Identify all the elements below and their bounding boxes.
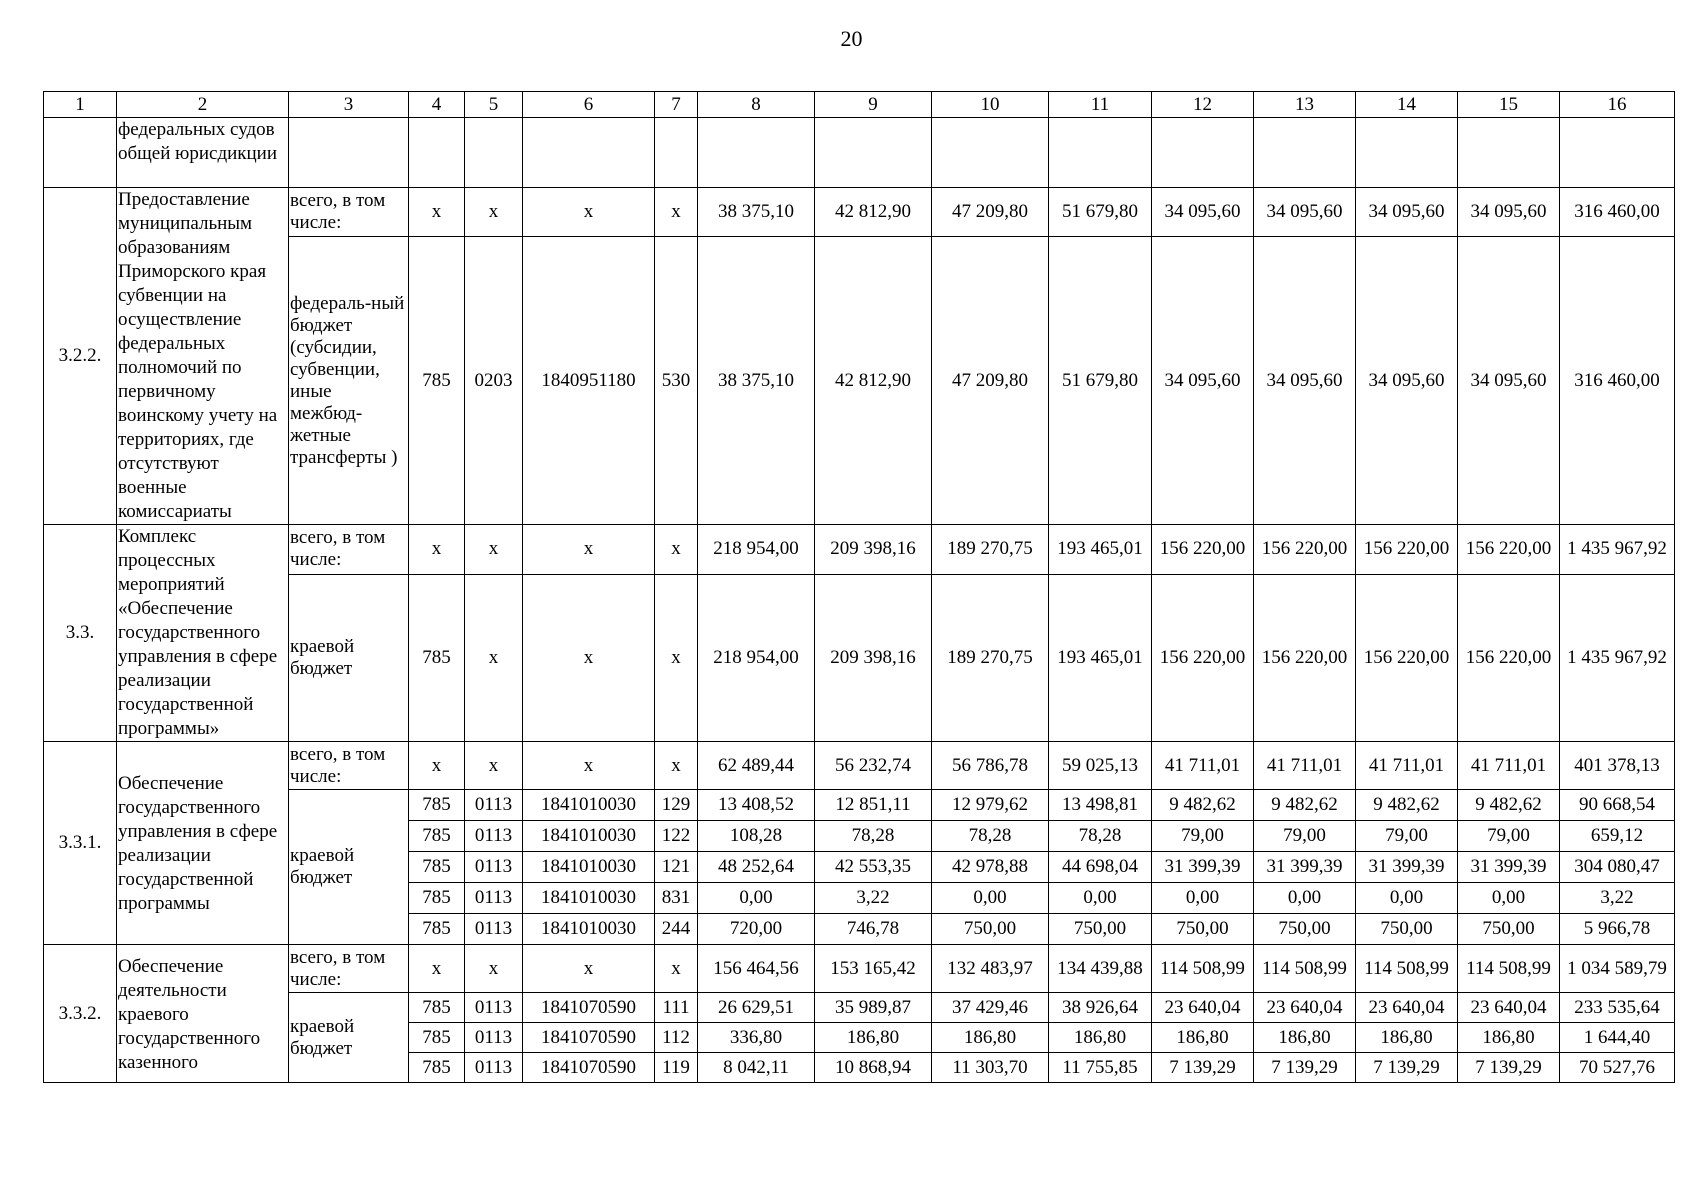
- amount-cell-col9: 10 868,94: [815, 1053, 932, 1083]
- gov-code-cell: 785: [409, 790, 465, 821]
- section-code-cell: x: [465, 945, 523, 993]
- expense-type-cell: 129: [655, 790, 698, 821]
- funding-label-federal: федераль-ный бюджет (субсидии, субвенции, иные межбюд-жетные трансферты ): [289, 237, 409, 525]
- target-code-cell: 1841010030: [523, 852, 655, 883]
- target-code-cell: x: [523, 742, 655, 790]
- amount-cell-col9: 42 812,90: [815, 188, 932, 237]
- amount-cell-col8: 218 954,00: [698, 574, 815, 741]
- amount-cell-col11: 38 926,64: [1049, 993, 1152, 1023]
- amount-cell-col15: 7 139,29: [1458, 1053, 1560, 1083]
- amount-cell-col13: 79,00: [1254, 821, 1356, 852]
- amount-cell-col11: 44 698,04: [1049, 852, 1152, 883]
- amount-cell-col12: 23 640,04: [1152, 993, 1254, 1023]
- empty-cell: [1458, 118, 1560, 188]
- amount-cell-col10: 56 786,78: [932, 742, 1049, 790]
- amount-cell-col9: 209 398,16: [815, 525, 932, 575]
- expense-type-cell: 121: [655, 852, 698, 883]
- empty-cell: [465, 118, 523, 188]
- gov-code-cell: 785: [409, 1023, 465, 1053]
- empty-cell: [1560, 118, 1675, 188]
- column-header-11: 11: [1049, 92, 1152, 118]
- section-code-3-3-2: 3.3.2.: [44, 945, 117, 1083]
- section-code-cell: x: [465, 188, 523, 237]
- empty-cell: [698, 118, 815, 188]
- section-name-3-3-2: Обеспечение деятельности краевого государственного казенного: [117, 945, 289, 1083]
- section-code-cell: 0113: [465, 790, 523, 821]
- amount-cell-col12: 156 220,00: [1152, 525, 1254, 575]
- gov-code-cell: 785: [409, 1053, 465, 1083]
- section-code-cell: 0113: [465, 1053, 523, 1083]
- amount-cell-col9: 42 812,90: [815, 237, 932, 525]
- amount-cell-col15: 34 095,60: [1458, 237, 1560, 525]
- target-code-cell: x: [523, 574, 655, 741]
- gov-code-cell: x: [409, 525, 465, 575]
- amount-cell-col10: 11 303,70: [932, 1053, 1049, 1083]
- target-code-cell: 1841010030: [523, 914, 655, 945]
- section-code-3-3: 3.3.: [44, 525, 117, 742]
- section-name-3-2-2: Предоставление муниципальным образованиям Приморского края субвенции на осуществление федеральных полномочий по первичному воинскому учету на территориях, где отсутствуют военные комиссариаты: [117, 188, 289, 525]
- amount-cell-col10: 42 978,88: [932, 852, 1049, 883]
- column-header-13: 13: [1254, 92, 1356, 118]
- amount-cell-col11: 13 498,81: [1049, 790, 1152, 821]
- amount-cell-col13: 9 482,62: [1254, 790, 1356, 821]
- amount-cell-col15: 31 399,39: [1458, 852, 1560, 883]
- amount-cell-col15: 0,00: [1458, 883, 1560, 914]
- section-code-cell: x: [465, 742, 523, 790]
- gov-code-cell: 785: [409, 821, 465, 852]
- amount-cell-col9: 12 851,11: [815, 790, 932, 821]
- expense-type-cell: 831: [655, 883, 698, 914]
- amount-cell-col15: 750,00: [1458, 914, 1560, 945]
- amount-cell-col8: 336,80: [698, 1023, 815, 1053]
- amount-cell-col12: 7 139,29: [1152, 1053, 1254, 1083]
- column-header-10: 10: [932, 92, 1049, 118]
- expense-type-cell: 122: [655, 821, 698, 852]
- amount-cell-col10: 189 270,75: [932, 574, 1049, 741]
- empty-cell: [289, 118, 409, 188]
- section-code-cell: 0113: [465, 883, 523, 914]
- column-header-2: 2: [117, 92, 289, 118]
- target-code-cell: 1841070590: [523, 1023, 655, 1053]
- amount-cell-col13: 41 711,01: [1254, 742, 1356, 790]
- amount-cell-col16: 1 435 967,92: [1560, 574, 1675, 741]
- section-code-cell: 0203: [465, 237, 523, 525]
- amount-cell-col14: 9 482,62: [1356, 790, 1458, 821]
- amount-cell-col10: 186,80: [932, 1023, 1049, 1053]
- amount-cell-col9: 56 232,74: [815, 742, 932, 790]
- amount-cell-col11: 134 439,88: [1049, 945, 1152, 993]
- amount-cell-col14: 34 095,60: [1356, 237, 1458, 525]
- target-code-cell: x: [523, 525, 655, 575]
- amount-cell-col12: 34 095,60: [1152, 188, 1254, 237]
- amount-cell-col9: 78,28: [815, 821, 932, 852]
- expense-type-cell: x: [655, 945, 698, 993]
- section-code-cell: 0113: [465, 914, 523, 945]
- amount-cell-col8: 48 252,64: [698, 852, 815, 883]
- page-number: 20: [840, 26, 863, 51]
- amount-cell-col8: 720,00: [698, 914, 815, 945]
- column-header-3: 3: [289, 92, 409, 118]
- amount-cell-col16: 316 460,00: [1560, 188, 1675, 237]
- amount-cell-col13: 156 220,00: [1254, 574, 1356, 741]
- amount-cell-col8: 0,00: [698, 883, 815, 914]
- empty-cell: [1152, 118, 1254, 188]
- gov-code-cell: x: [409, 945, 465, 993]
- amount-cell-col15: 34 095,60: [1458, 188, 1560, 237]
- amount-cell-col9: 35 989,87: [815, 993, 932, 1023]
- amount-cell-col10: 132 483,97: [932, 945, 1049, 993]
- amount-cell-col11: 0,00: [1049, 883, 1152, 914]
- column-header-4: 4: [409, 92, 465, 118]
- amount-cell-col16: 3,22: [1560, 883, 1675, 914]
- section-code-3-3-1: 3.3.1.: [44, 742, 117, 945]
- amount-cell-col13: 114 508,99: [1254, 945, 1356, 993]
- amount-cell-col16: 659,12: [1560, 821, 1675, 852]
- section-name-3-3: Комплекс процессных мероприятий «Обеспечение государственного управления в сфере реализации государственной программы»: [117, 525, 289, 742]
- amount-cell-col9: 153 165,42: [815, 945, 932, 993]
- row-3-3-1-line: [44, 790, 1675, 821]
- amount-cell-col15: 23 640,04: [1458, 993, 1560, 1023]
- column-header-1: 1: [44, 92, 117, 118]
- amount-cell-col8: 218 954,00: [698, 525, 815, 575]
- amount-cell-col11: 51 679,80: [1049, 188, 1152, 237]
- amount-cell-col14: 156 220,00: [1356, 525, 1458, 575]
- target-code-cell: 1841010030: [523, 821, 655, 852]
- expense-type-cell: 244: [655, 914, 698, 945]
- funding-label-regional: краевой бюджет: [289, 790, 409, 945]
- target-code-cell: 1841010030: [523, 883, 655, 914]
- gov-code-cell: 785: [409, 852, 465, 883]
- amount-cell-col11: 186,80: [1049, 1023, 1152, 1053]
- empty-cell: [932, 118, 1049, 188]
- amount-cell-col12: 186,80: [1152, 1023, 1254, 1053]
- funding-label-total: всего, в том числе:: [289, 742, 409, 790]
- column-header-16: 16: [1560, 92, 1675, 118]
- amount-cell-col10: 750,00: [932, 914, 1049, 945]
- amount-cell-col8: 62 489,44: [698, 742, 815, 790]
- amount-cell-col13: 34 095,60: [1254, 188, 1356, 237]
- empty-cell: [409, 118, 465, 188]
- section-name-3-3-1: Обеспечение государственного управления в сфере реализации государственной программы: [117, 742, 289, 945]
- amount-cell-col14: 156 220,00: [1356, 574, 1458, 741]
- amount-cell-col15: 186,80: [1458, 1023, 1560, 1053]
- amount-cell-col15: 156 220,00: [1458, 525, 1560, 575]
- amount-cell-col16: 5 966,78: [1560, 914, 1675, 945]
- row-3-2-2-total: [44, 188, 1675, 237]
- amount-cell-col10: 37 429,46: [932, 993, 1049, 1023]
- empty-cell: [815, 118, 932, 188]
- gov-code-cell: 785: [409, 993, 465, 1023]
- amount-cell-col12: 31 399,39: [1152, 852, 1254, 883]
- amount-cell-col16: 316 460,00: [1560, 237, 1675, 525]
- amount-cell-col8: 156 464,56: [698, 945, 815, 993]
- amount-cell-col13: 156 220,00: [1254, 525, 1356, 575]
- target-code-cell: 1841010030: [523, 790, 655, 821]
- amount-cell-col14: 34 095,60: [1356, 188, 1458, 237]
- expense-type-cell: x: [655, 574, 698, 741]
- amount-cell-col15: 41 711,01: [1458, 742, 1560, 790]
- amount-cell-col12: 156 220,00: [1152, 574, 1254, 741]
- amount-cell-col9: 42 553,35: [815, 852, 932, 883]
- gov-code-cell: x: [409, 742, 465, 790]
- amount-cell-col14: 41 711,01: [1356, 742, 1458, 790]
- amount-cell-col9: 209 398,16: [815, 574, 932, 741]
- section-code-cell: 0113: [465, 1023, 523, 1053]
- amount-cell-col16: 233 535,64: [1560, 993, 1675, 1023]
- gov-code-cell: 785: [409, 237, 465, 525]
- code-cell: [44, 118, 117, 188]
- amount-cell-col11: 59 025,13: [1049, 742, 1152, 790]
- amount-cell-col12: 79,00: [1152, 821, 1254, 852]
- column-header-5: 5: [465, 92, 523, 118]
- amount-cell-col14: 31 399,39: [1356, 852, 1458, 883]
- expense-type-cell: 111: [655, 993, 698, 1023]
- amount-cell-col9: 746,78: [815, 914, 932, 945]
- amount-cell-col14: 750,00: [1356, 914, 1458, 945]
- continuation-row: [44, 118, 1675, 188]
- expense-type-cell: 530: [655, 237, 698, 525]
- column-header-12: 12: [1152, 92, 1254, 118]
- amount-cell-col16: 401 378,13: [1560, 742, 1675, 790]
- amount-cell-col9: 186,80: [815, 1023, 932, 1053]
- amount-cell-col14: 114 508,99: [1356, 945, 1458, 993]
- section-code-cell: x: [465, 574, 523, 741]
- amount-cell-col8: 108,28: [698, 821, 815, 852]
- amount-cell-col16: 1 034 589,79: [1560, 945, 1675, 993]
- row-3-3-1-total: [44, 742, 1675, 790]
- amount-cell-col8: 8 042,11: [698, 1053, 815, 1083]
- amount-cell-col11: 193 465,01: [1049, 525, 1152, 575]
- empty-cell: [523, 118, 655, 188]
- amount-cell-col8: 13 408,52: [698, 790, 815, 821]
- gov-code-cell: 785: [409, 914, 465, 945]
- amount-cell-col14: 23 640,04: [1356, 993, 1458, 1023]
- amount-cell-col12: 750,00: [1152, 914, 1254, 945]
- amount-cell-col16: 1 644,40: [1560, 1023, 1675, 1053]
- target-code-cell: 1841070590: [523, 993, 655, 1023]
- column-header-15: 15: [1458, 92, 1560, 118]
- amount-cell-col15: 114 508,99: [1458, 945, 1560, 993]
- row-3-3-2-line: [44, 993, 1675, 1023]
- section-code-cell: 0113: [465, 821, 523, 852]
- continuation-name-cell: федеральных судов общей юрисдикции: [117, 118, 289, 188]
- row-3-3-2-total: [44, 945, 1675, 993]
- target-code-cell: x: [523, 188, 655, 237]
- amount-cell-col14: 7 139,29: [1356, 1053, 1458, 1083]
- amount-cell-col15: 9 482,62: [1458, 790, 1560, 821]
- row-3-3-total: [44, 525, 1675, 575]
- amount-cell-col12: 34 095,60: [1152, 237, 1254, 525]
- expense-type-cell: 112: [655, 1023, 698, 1053]
- amount-cell-col13: 7 139,29: [1254, 1053, 1356, 1083]
- amount-cell-col11: 11 755,85: [1049, 1053, 1152, 1083]
- amount-cell-col13: 31 399,39: [1254, 852, 1356, 883]
- column-header-7: 7: [655, 92, 698, 118]
- section-code-3-2-2: 3.2.2.: [44, 188, 117, 525]
- funding-label-total: всего, в том числе:: [289, 945, 409, 993]
- amount-cell-col12: 114 508,99: [1152, 945, 1254, 993]
- funding-label-total: всего, в том числе:: [289, 188, 409, 237]
- expense-type-cell: x: [655, 742, 698, 790]
- amount-cell-col8: 26 629,51: [698, 993, 815, 1023]
- column-header-9: 9: [815, 92, 932, 118]
- amount-cell-col11: 750,00: [1049, 914, 1152, 945]
- section-code-cell: x: [465, 525, 523, 575]
- amount-cell-col14: 186,80: [1356, 1023, 1458, 1053]
- empty-cell: [1356, 118, 1458, 188]
- row-3-3-regional: [44, 574, 1675, 741]
- budget-table: [43, 91, 1675, 1083]
- section-code-cell: 0113: [465, 852, 523, 883]
- amount-cell-col16: 1 435 967,92: [1560, 525, 1675, 575]
- column-header-14: 14: [1356, 92, 1458, 118]
- empty-cell: [655, 118, 698, 188]
- amount-cell-col16: 70 527,76: [1560, 1053, 1675, 1083]
- amount-cell-col13: 750,00: [1254, 914, 1356, 945]
- amount-cell-col15: 79,00: [1458, 821, 1560, 852]
- gov-code-cell: 785: [409, 883, 465, 914]
- expense-type-cell: x: [655, 525, 698, 575]
- amount-cell-col15: 156 220,00: [1458, 574, 1560, 741]
- amount-cell-col11: 78,28: [1049, 821, 1152, 852]
- funding-label-regional: краевой бюджет: [289, 574, 409, 741]
- target-code-cell: 1840951180: [523, 237, 655, 525]
- amount-cell-col13: 23 640,04: [1254, 993, 1356, 1023]
- amount-cell-col16: 90 668,54: [1560, 790, 1675, 821]
- amount-cell-col10: 189 270,75: [932, 525, 1049, 575]
- funding-label-total: всего, в том числе:: [289, 525, 409, 575]
- expense-type-cell: x: [655, 188, 698, 237]
- amount-cell-col10: 47 209,80: [932, 188, 1049, 237]
- amount-cell-col9: 3,22: [815, 883, 932, 914]
- gov-code-cell: x: [409, 188, 465, 237]
- amount-cell-col16: 304 080,47: [1560, 852, 1675, 883]
- amount-cell-col12: 0,00: [1152, 883, 1254, 914]
- header-row: [44, 92, 1675, 118]
- amount-cell-col13: 0,00: [1254, 883, 1356, 914]
- expense-type-cell: 119: [655, 1053, 698, 1083]
- gov-code-cell: 785: [409, 574, 465, 741]
- target-code-cell: 1841070590: [523, 1053, 655, 1083]
- amount-cell-col13: 186,80: [1254, 1023, 1356, 1053]
- amount-cell-col14: 79,00: [1356, 821, 1458, 852]
- amount-cell-col12: 41 711,01: [1152, 742, 1254, 790]
- amount-cell-col10: 12 979,62: [932, 790, 1049, 821]
- section-code-cell: 0113: [465, 993, 523, 1023]
- amount-cell-col10: 0,00: [932, 883, 1049, 914]
- empty-cell: [1049, 118, 1152, 188]
- amount-cell-col10: 47 209,80: [932, 237, 1049, 525]
- target-code-cell: x: [523, 945, 655, 993]
- amount-cell-col8: 38 375,10: [698, 188, 815, 237]
- amount-cell-col12: 9 482,62: [1152, 790, 1254, 821]
- amount-cell-col10: 78,28: [932, 821, 1049, 852]
- amount-cell-col13: 34 095,60: [1254, 237, 1356, 525]
- row-3-2-2-federal: [44, 237, 1675, 525]
- amount-cell-col14: 0,00: [1356, 883, 1458, 914]
- amount-cell-col8: 38 375,10: [698, 237, 815, 525]
- column-header-8: 8: [698, 92, 815, 118]
- amount-cell-col11: 51 679,80: [1049, 237, 1152, 525]
- empty-cell: [1254, 118, 1356, 188]
- funding-label-regional: краевой бюджет: [289, 993, 409, 1083]
- column-header-6: 6: [523, 92, 655, 118]
- amount-cell-col11: 193 465,01: [1049, 574, 1152, 741]
